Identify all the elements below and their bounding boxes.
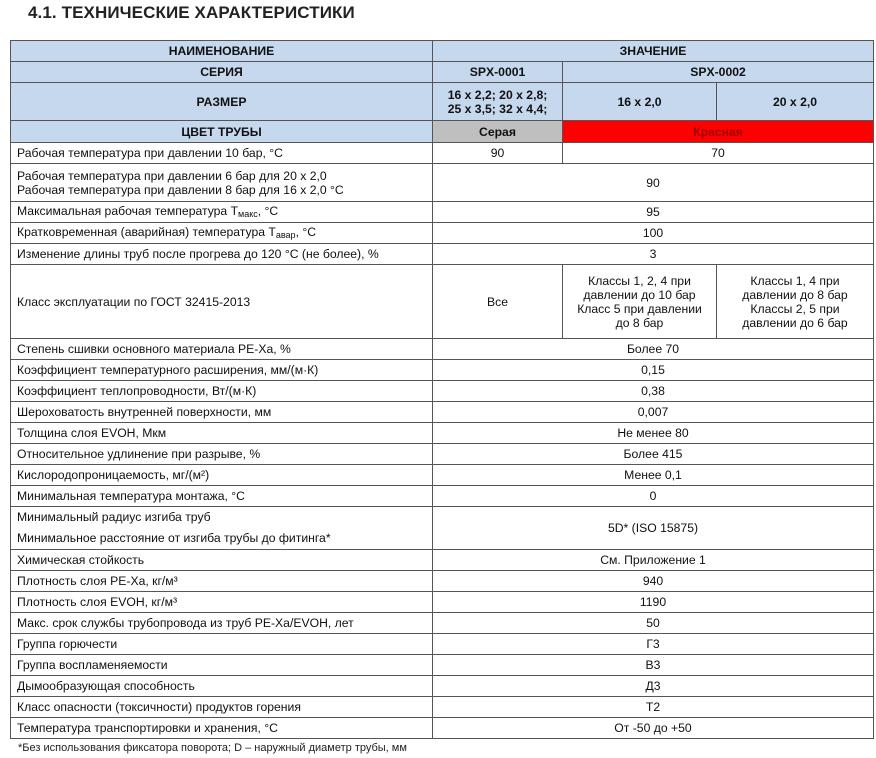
- table-row: [11, 486, 874, 507]
- row-value: Менее 0,1: [433, 465, 874, 486]
- row-label: Изменение длины труб после прогрева до 120 °С (не более), %: [11, 244, 433, 265]
- row-value: 0,15: [433, 360, 874, 381]
- row-value: Т2: [433, 697, 874, 718]
- row-label-suffix: , °С: [295, 224, 317, 239]
- table-row: [11, 202, 874, 223]
- row-value: 90: [433, 143, 563, 164]
- header-name-cell: НАИМЕНОВАНИЕ: [11, 41, 433, 62]
- row-value: 90: [433, 164, 874, 202]
- row-label: Группа горючести: [11, 634, 433, 655]
- table-row: [11, 265, 874, 339]
- row-label: Коэффициент температурного расширения, мм/(м·К): [11, 360, 433, 381]
- series-1-cell: SPX-0001: [433, 62, 563, 83]
- row-label-subscript: макс: [238, 208, 258, 219]
- table-row: [11, 143, 874, 164]
- row-label-text: Максимальная рабочая температура Т: [17, 203, 239, 218]
- table-row: [11, 592, 874, 613]
- row-value: [563, 265, 717, 339]
- row-label: Группа воспламеняемости: [11, 655, 433, 676]
- row-value: 0,38: [433, 381, 874, 402]
- row-label: Плотность слоя PE-Xa, кг/м³: [11, 571, 433, 592]
- row-label-suffix: , °С: [257, 203, 279, 218]
- row-value: 100: [433, 223, 874, 244]
- row-value-line: до 8 бар: [615, 315, 664, 330]
- section-title: 4.1. ТЕХНИЧЕСКИЕ ХАРАКТЕРИСТИКИ: [28, 3, 355, 22]
- row-value: Более 415: [433, 444, 874, 465]
- row-value: 95: [433, 202, 874, 223]
- header-value-cell: ЗНАЧЕНИЕ: [433, 41, 874, 62]
- row-value: От -50 до +50: [433, 718, 874, 739]
- row-label: Толщина слоя EVOH, Мкм: [11, 423, 433, 444]
- series-2-cell: SPX-0002: [563, 62, 874, 83]
- table-row: [11, 507, 874, 550]
- size-label-cell: РАЗМЕР: [11, 83, 433, 121]
- row-label: Плотность слоя EVOH, кг/м³: [11, 592, 433, 613]
- table-row: [11, 718, 874, 739]
- table-row: [11, 423, 874, 444]
- row-label: Кислородопроницаемость, мг/(м²): [11, 465, 433, 486]
- series-label-cell: СЕРИЯ: [11, 62, 433, 83]
- row-value: 1190: [433, 592, 874, 613]
- row-value: В3: [433, 655, 874, 676]
- size-3-cell: 20 х 2,0: [717, 83, 874, 121]
- table-row: [11, 465, 874, 486]
- row-value-line: Класс 5 при давлении: [577, 301, 702, 316]
- row-label: Рабочая температура при давлении 10 бар, °С: [11, 143, 433, 164]
- header-row-series: [11, 62, 874, 83]
- row-value: 5D* (ISO 15875): [433, 507, 874, 550]
- size-2-cell: 16 х 2,0: [563, 83, 717, 121]
- row-label: Класс эксплуатации по ГОСТ 32415-2013: [11, 265, 433, 339]
- table-row: [11, 550, 874, 571]
- row-value: 70: [563, 143, 874, 164]
- footnote: *Без использования фиксатора поворота; D – наружный диаметр трубы, мм: [18, 742, 407, 754]
- row-value-line: давлении до 10 бар: [583, 287, 696, 302]
- row-label: Шероховатость внутренней поверхности, мм: [11, 402, 433, 423]
- row-value: См. Приложение 1: [433, 550, 874, 571]
- table-row: [11, 634, 874, 655]
- color-label-cell: ЦВЕТ ТРУБЫ: [11, 121, 433, 143]
- row-label: Относительное удлинение при разрыве, %: [11, 444, 433, 465]
- row-label: Коэффициент теплопроводности, Вт/(м·К): [11, 381, 433, 402]
- size-1-line2: 25 х 3,5; 32 х 4,4;: [447, 101, 548, 116]
- size-1-line1: 16 х 2,2; 20 х 2,8;: [447, 87, 548, 102]
- row-value-line: Классы 1, 4 при: [750, 273, 840, 288]
- table-row: [11, 613, 874, 634]
- row-label: Дымообразующая способность: [11, 676, 433, 697]
- row-value-line: давлении до 8 бар: [742, 287, 848, 302]
- row-value: 3: [433, 244, 874, 265]
- table-row: [11, 381, 874, 402]
- row-value-line: давлении до 6 бар: [742, 315, 848, 330]
- row-value: 0: [433, 486, 874, 507]
- row-label-line: Минимальное расстояние от изгиба трубы до фитинга*: [17, 531, 331, 545]
- row-label: Макс. срок службы трубопровода из труб PE-Xa/EVOH, лет: [11, 613, 433, 634]
- row-label-line: Рабочая температура при давлении 6 бар для 20 х 2,0: [17, 168, 327, 183]
- row-value: 0,007: [433, 402, 874, 423]
- row-label-text: Кратковременная (аварийная) температура Т: [17, 224, 276, 239]
- row-value: Не менее 80: [433, 423, 874, 444]
- row-label: Химическая стойкость: [11, 550, 433, 571]
- row-value: Г3: [433, 634, 874, 655]
- row-value: Более 70: [433, 339, 874, 360]
- row-label-subscript: авар: [275, 229, 296, 240]
- row-label: Класс опасности (токсичности) продуктов горения: [11, 697, 433, 718]
- row-label-line: Рабочая температура при давлении 8 бар для 16 х 2,0 °С: [17, 182, 344, 197]
- row-label: [11, 164, 433, 202]
- size-1-cell: [433, 83, 563, 121]
- table-row: [11, 444, 874, 465]
- row-label: [11, 223, 433, 244]
- table-row: [11, 571, 874, 592]
- table-row: [11, 339, 874, 360]
- row-value-line: Классы 2, 5 при: [750, 301, 840, 316]
- table-row: [11, 244, 874, 265]
- table-row: [11, 164, 874, 202]
- row-label: Степень сшивки основного материала PE-Xa, %: [11, 339, 433, 360]
- header-row-color: [11, 121, 874, 143]
- row-value-line: Классы 1, 2, 4 при: [588, 273, 691, 288]
- table-row: [11, 223, 874, 244]
- table-row: [11, 360, 874, 381]
- row-label: Минимальная температура монтажа, °С: [11, 486, 433, 507]
- row-value: [717, 265, 874, 339]
- row-label: Температура транспортировки и хранения, °С: [11, 718, 433, 739]
- table-row: [11, 402, 874, 423]
- spec-table: [10, 40, 874, 739]
- table-row: [11, 697, 874, 718]
- row-label: [11, 202, 433, 223]
- header-row-name: [11, 41, 874, 62]
- row-value: Все: [433, 265, 563, 339]
- table-row: [11, 676, 874, 697]
- row-value: 940: [433, 571, 874, 592]
- row-label-line: Минимальный радиус изгиба труб: [17, 510, 211, 524]
- row-value: 50: [433, 613, 874, 634]
- table-row: [11, 655, 874, 676]
- row-label: [11, 507, 433, 550]
- color-gray-cell: Серая: [433, 121, 563, 143]
- header-row-size: [11, 83, 874, 121]
- color-red-cell: Красная: [563, 121, 874, 143]
- row-value: Д3: [433, 676, 874, 697]
